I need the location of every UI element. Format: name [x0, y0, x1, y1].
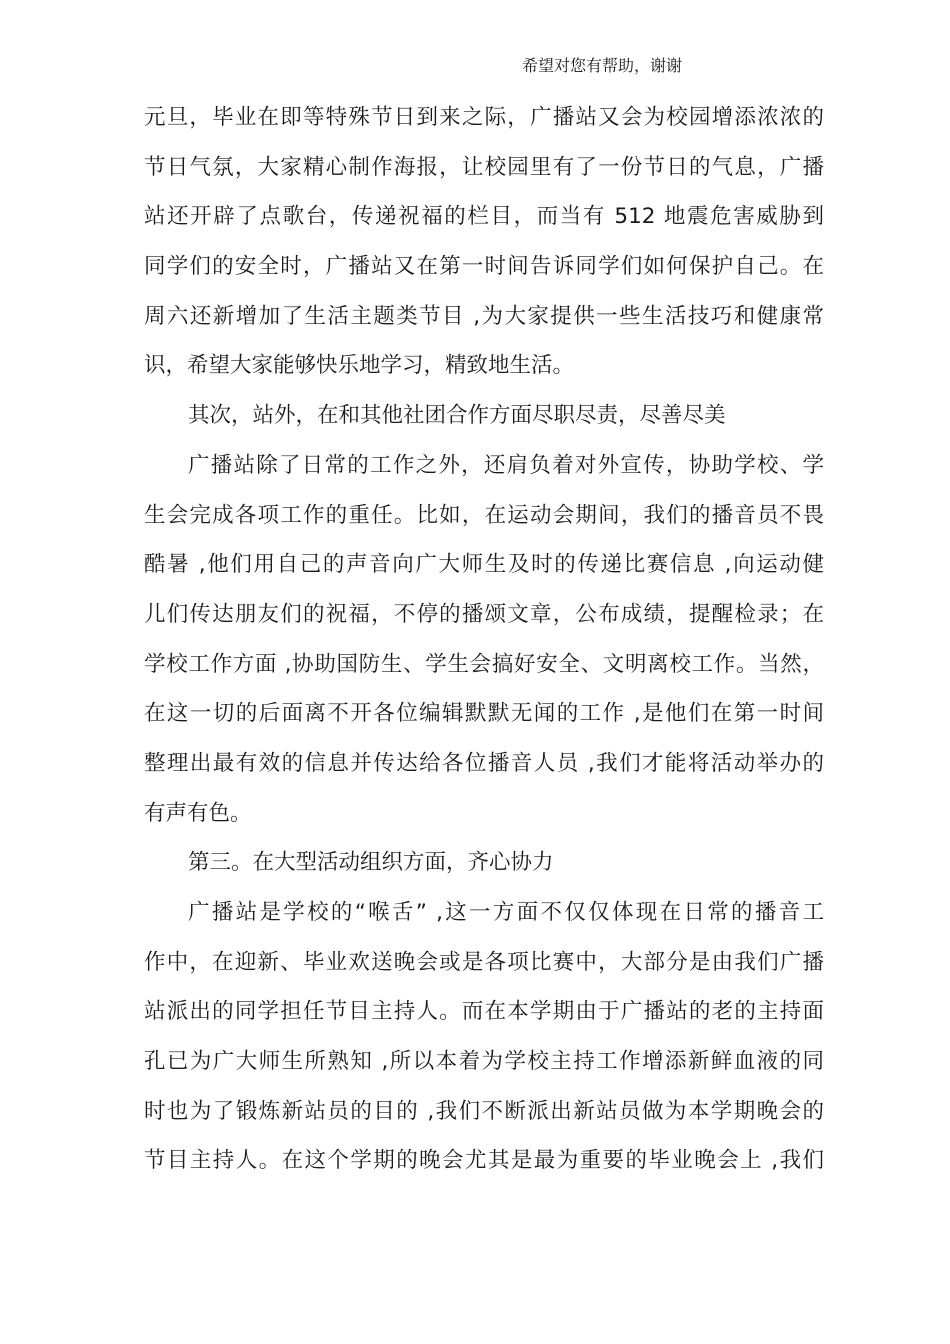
text-line: 周六还新增加了生活主题类节目 ,为大家提供一些生活技巧和健康常	[144, 303, 824, 329]
text-line: 生会完成各项工作的重任。比如，在运动会期间，我们的播音员不畏	[144, 502, 824, 528]
text-line: 站派出的同学担任节目主持人。而在本学期由于广播站的老的主持面	[144, 999, 824, 1025]
text-line: 学校工作方面 ,协助国防生、学生会搞好安全、文明离校工作。当然，	[144, 651, 824, 677]
text-line: 节日气氛，大家精心制作海报，让校园里有了一份节日的气息，广播	[144, 154, 824, 180]
text-line: 节目主持人。在这个学期的晚会尤其是最为重要的毕业晚会上 ,我们	[144, 1148, 824, 1174]
text-line: 孔已为广大师生所熟知 ,所以本着为学校主持工作增添新鲜血液的同	[144, 1049, 824, 1075]
text-line: 酷暑 ,他们用自己的声音向广大师生及时的传递比赛信息 ,向运动健	[144, 552, 824, 578]
text-line: 整理出最有效的信息并传达给各位播音人员 ,我们才能将活动举办的	[144, 750, 824, 776]
text-line: 广播站除了日常的工作之外，还肩负着对外宣传，协助学校、学	[188, 452, 824, 478]
text-line: 同学们的安全时，广播站又在第一时间告诉同学们如何保护自己。在	[144, 254, 824, 280]
text-line: 元旦，毕业在即等特殊节日到来之际，广播站又会为校园增添浓浓的	[144, 105, 824, 130]
text-line: 作中，在迎新、毕业欢送晚会或是各项比赛中，大部分是由我们广播	[144, 949, 824, 975]
header-note: 希望对您有帮助，谢谢	[522, 56, 683, 75]
text-line: 时也为了锻炼新站员的目的 ,我们不断派出新站员做为本学期晚会的	[144, 1098, 824, 1124]
text-line: 在这一切的后面离不开各位编辑默默无闻的工作 ,是他们在第一时间	[144, 701, 824, 727]
body-text	[144, 98, 824, 1191]
text-line: 有声有色。	[144, 800, 252, 826]
text-line: 识，希望大家能够快乐地学习，精致地生活。	[144, 353, 575, 379]
section-heading: 其次，站外，在和其他社团合作方面尽职尽责，尽善尽美	[188, 403, 726, 429]
text-line: 站还开辟了点歌台，传递祝福的栏目，而当有 512 地震危害威胁到	[144, 204, 824, 230]
text-line: 儿们传达朋友们的祝福，不停的播颂文章，公布成绩，提醒检录；在	[144, 601, 824, 627]
text-line: 广播站是学校的“喉舌” ,这一方面不仅仅体现在日常的播音工	[188, 900, 824, 925]
section-heading: 第三。在大型活动组织方面，齐心协力	[188, 850, 554, 876]
